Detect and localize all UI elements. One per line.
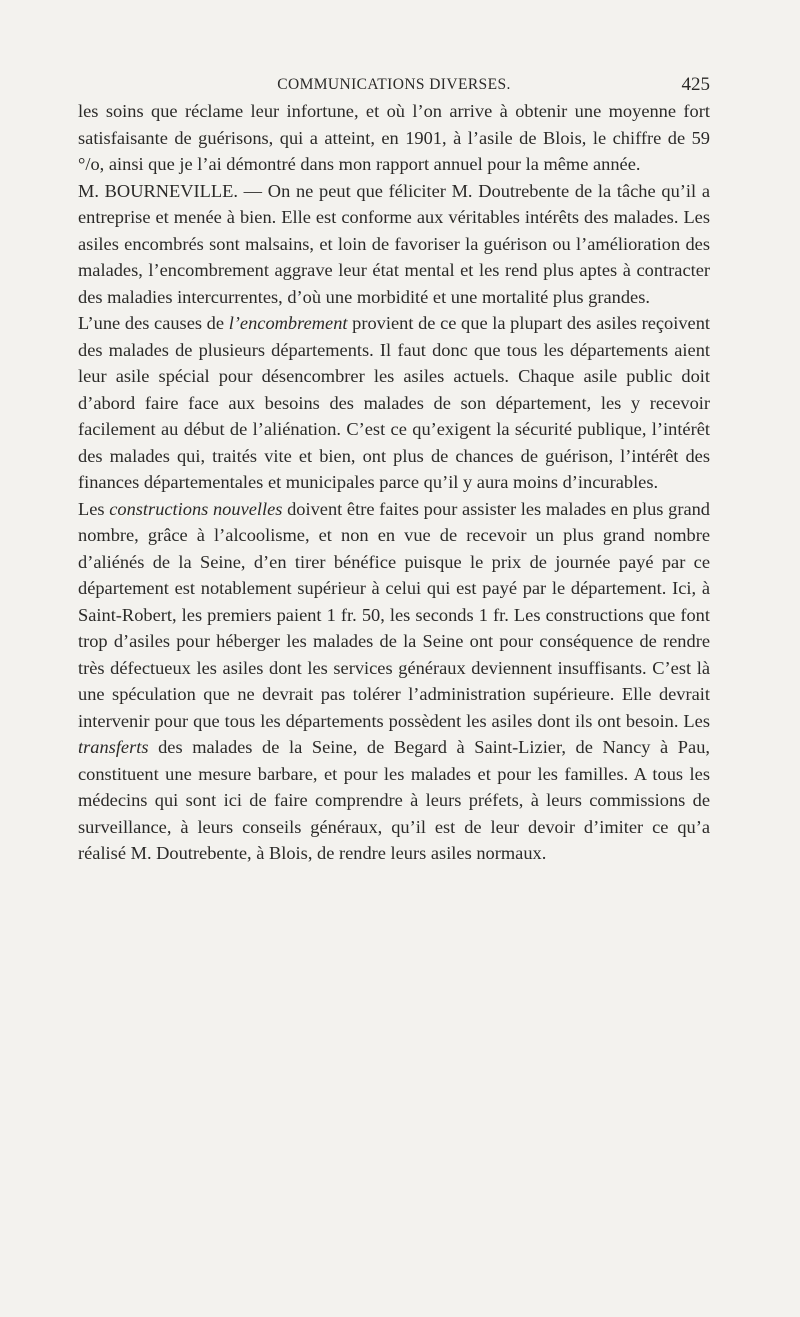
paragraph-4-text-a: Les	[78, 498, 110, 519]
running-title: COMMUNICATIONS DIVERSES.	[277, 76, 511, 93]
paragraph-2-text: M. BOURNEVILLE. — On ne peut que féliciter M. Doutrebente de la tâche qu’il a entreprise et menée à bien. Elle est conforme aux véritables intérêts des malades. Les asiles encombrés sont malsains, et loin de favoriser la guérison ou l’amélioration des malades, l’encombrement aggrave leur état mental et les rend plus aptes à contracter des maladies intercurrentes, d’où une morbidité et une mortalité plus grandes.	[78, 180, 710, 307]
paragraph-4-italic-term-1: constructions nouvelles	[109, 498, 283, 519]
paragraph-2	[78, 178, 710, 311]
paragraph-1	[78, 98, 710, 178]
paragraph-3-text-a: L’une des causes de	[78, 313, 229, 333]
paragraph-3	[78, 310, 710, 496]
paragraph-4	[78, 496, 710, 867]
paragraph-4-italic-term-2: transferts	[78, 737, 149, 757]
body-text	[78, 98, 710, 867]
paragraph-3-italic-term: l’encombrement	[228, 313, 348, 333]
running-head	[78, 74, 710, 98]
paragraph-1-text: les soins que réclame leur infortune, et où l’on arrive à obtenir une moyenne fort satisfaisante de guérisons, qui a atteint, en 1901, à l’asile de Blois, le chiffre de 59 °/o, ainsi que je l’ai démontré dans mon rapport annuel pour la même année.	[78, 101, 710, 174]
paragraph-3-text-b: provient de ce que la plupart des asiles reçoivent des malades de plusieurs départements. Il faut donc que tous les départements aient leur asile spécial pour désencombrer les asiles actuels. Chaque asile public doit d’abord faire face aux besoins des malades de son département, les y recevoir facilement au début de l’aliénation. C’est ce qu’exigent la sécurité publique, l’intérêt des malades qui, traités vite et bien, ont plus de chances de guérison, l’intérêt des finances départementales et municipales parce qu’il y aura moins d’incurables.	[78, 313, 711, 492]
page-number: 425	[681, 74, 710, 95]
paragraph-4-text-c: des malades de la Seine, de Begard à Saint-Lizier, de Nancy à Pau, constituent une mesure barbare, et pour les malades et pour les familles. A tous les médecins qui sont ici de faire comprendre à leurs préfets, à leurs commissions de surveillance, à leurs conseils généraux, qu’il est de leur devoir d’imiter ce qu’a réalisé M. Doutrebente, à Blois, de rendre leurs asiles normaux.	[78, 737, 710, 863]
paragraph-4-text-b: doivent être faites pour assister les malades en plus grand nombre, grâce à l’alcoolisme, et non en vue de recevoir un plus grand nombre d’aliénés de la Seine, d’en tirer bénéfice puisque le prix de journée payé par ce département est notablement supérieur à celui qui est payé par le département. Ici, à Saint-Robert, les premiers paient 1 fr. 50, les seconds 1 fr. Les constructions que font trop d’asiles pour héberger les malades de la Seine ont pour conséquence de rendre très défectueux les asiles dont les services généraux deviennent insuffisants. C’est là une spéculation que ne devrait pas tolérer l’administration supérieure. Elle devrait intervenir pour que tous les départements possèdent les asiles dont ils ont besoin. Les	[78, 498, 710, 731]
